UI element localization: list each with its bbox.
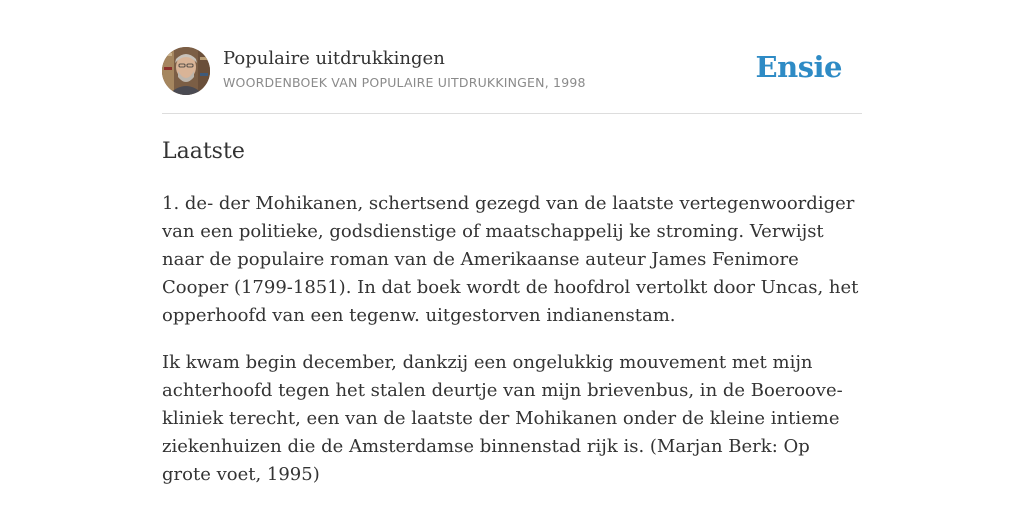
avatar[interactable] bbox=[162, 47, 210, 95]
header-divider bbox=[162, 113, 862, 114]
entry-term: Laatste bbox=[162, 139, 245, 164]
entry-example-quote: Ik kwam begin december, dankzij een ongelukkig mouvement met mijn achterhoofd tegen het stalen deurtje van mijn brievenbus, in de Boeroove-kliniek terecht, een van de laatste der Mohikanen onder de kleine intieme ziekenhuizen die de Amsterdamse binnenstad rijk is. (Marjan Berk: Op grote voet, 1995) bbox=[162, 352, 843, 485]
source-subtitle: WOORDENBOEK VAN POPULAIRE UITDRUKKINGEN, 1998 bbox=[223, 75, 586, 90]
source-title[interactable]: Populaire uitdrukkingen bbox=[223, 48, 445, 69]
ensie-logo[interactable]: Ensie bbox=[755, 50, 842, 84]
author-portrait-icon bbox=[162, 47, 210, 95]
entry-card bbox=[162, 46, 862, 485]
source-header bbox=[162, 46, 862, 96]
entry-definition: 1. de- der Mohikanen, schertsend gezegd van de laatste vertegenwoordiger van een politieke, godsdienstige of maatschappelij ke stroming. Verwijst naar de populaire roman van de Amerikaanse auteur James Fenimore Cooper (1799-1851). In dat boek wordt de hoofdrol vertolkt door Uncas, het opperhoofd van een tegenw. uitgestorven indianenstam. bbox=[162, 193, 859, 326]
